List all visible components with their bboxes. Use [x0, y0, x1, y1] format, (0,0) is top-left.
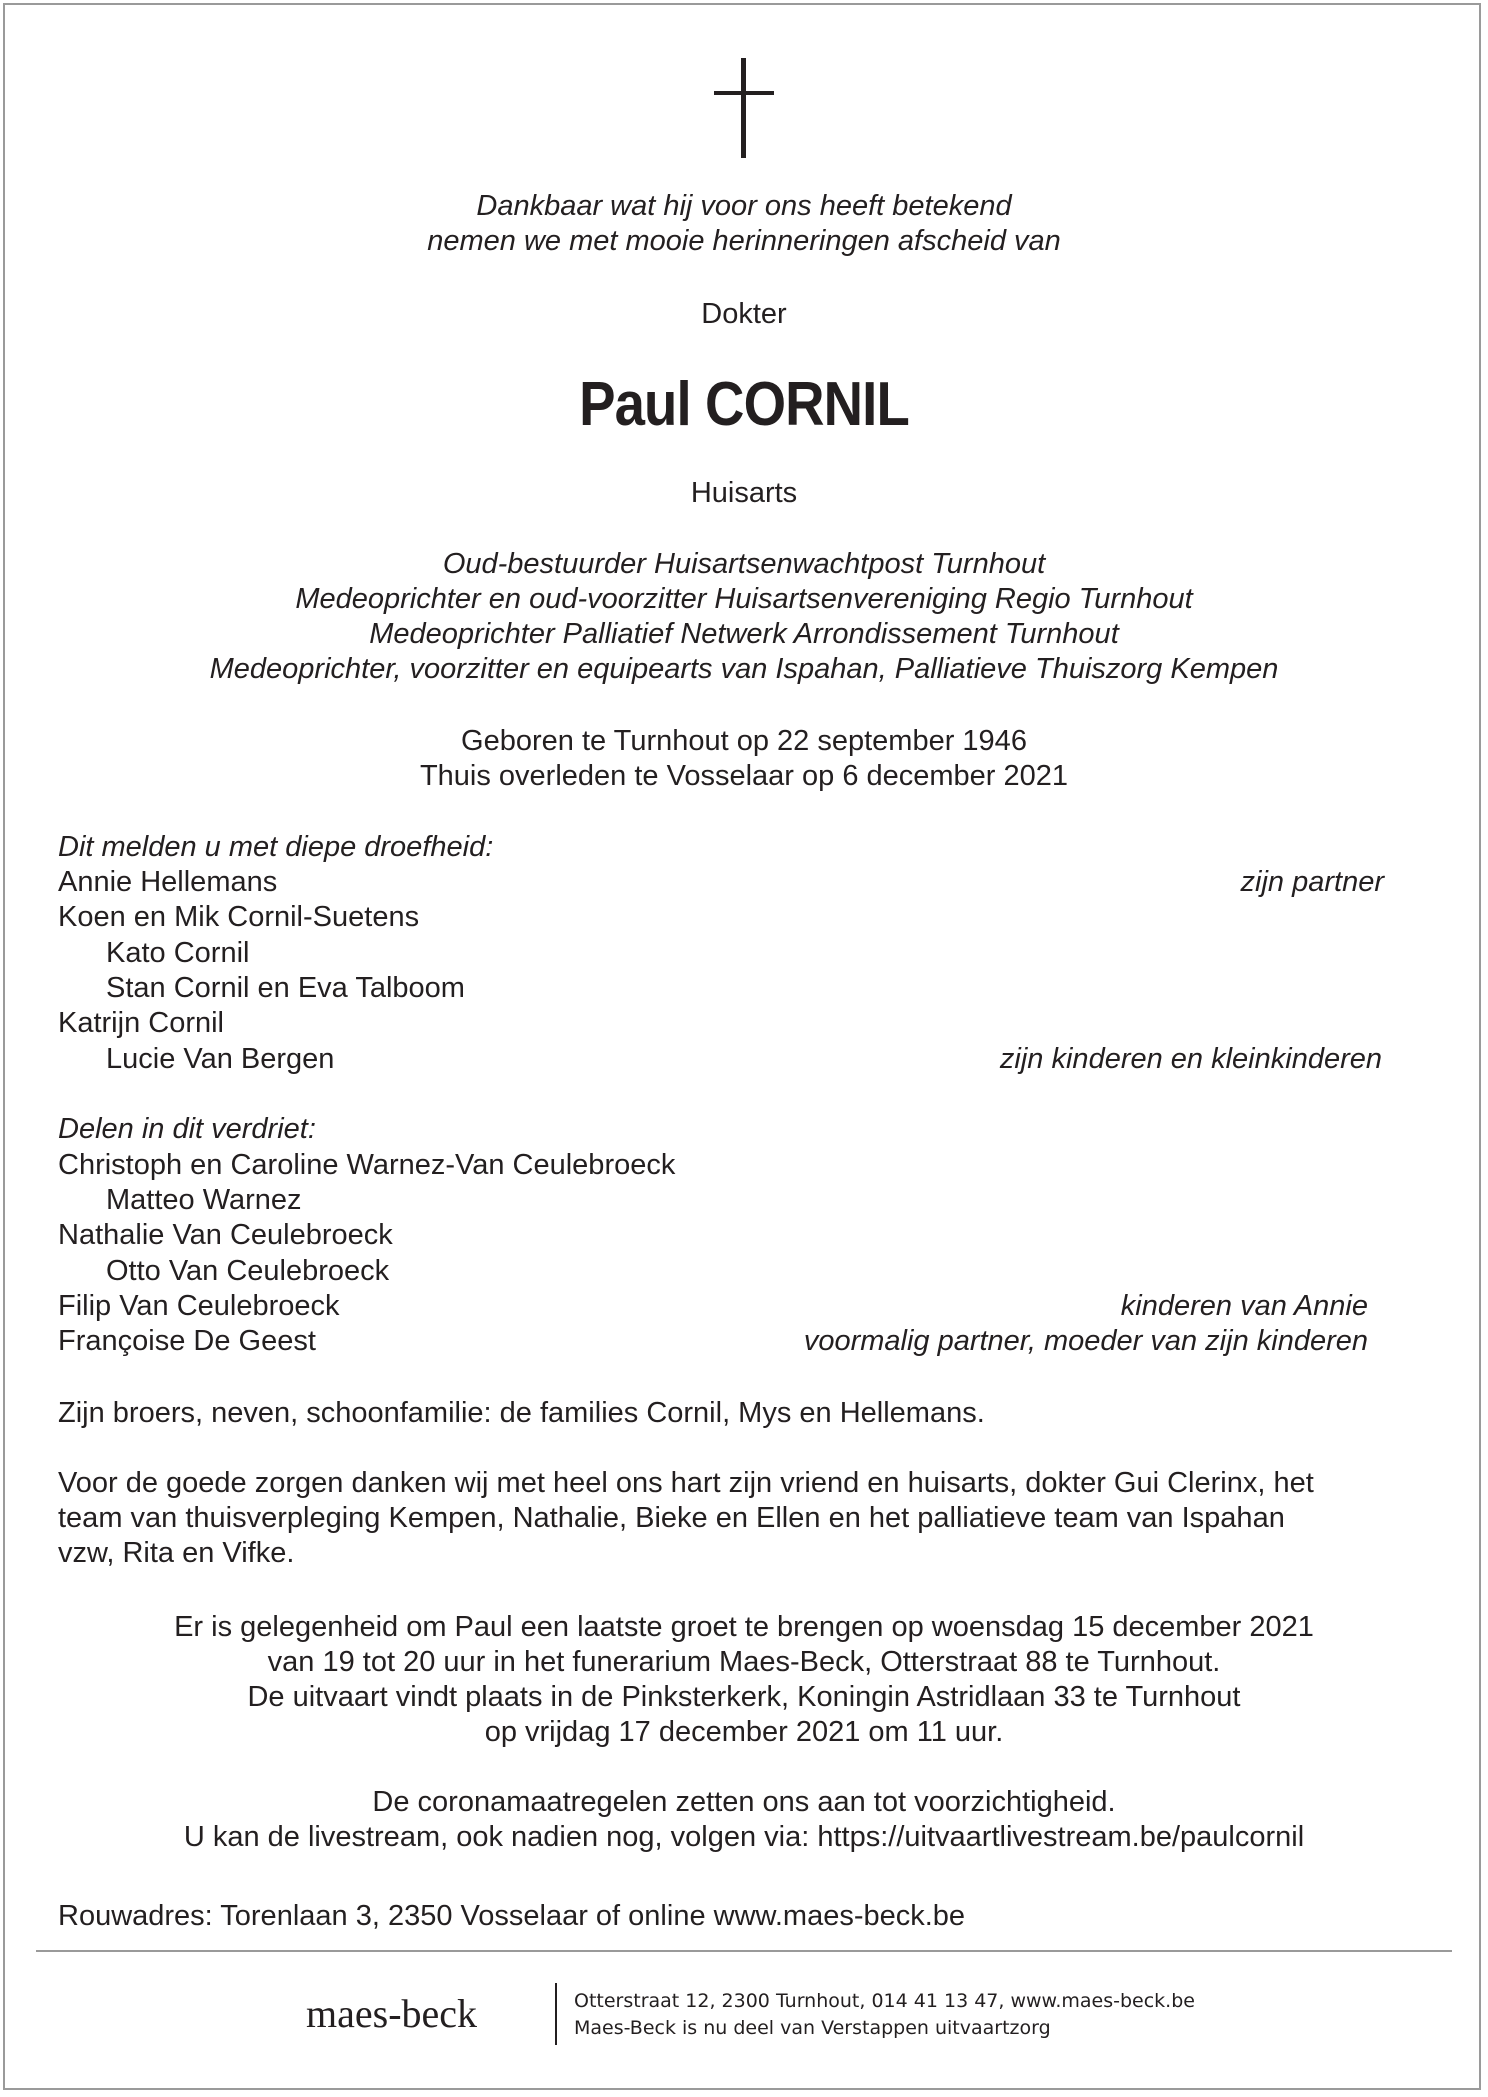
function-line-2: Medeoprichter en oud-voorzitter Huisartsenvereniging Regio Turnhout — [295, 583, 1193, 615]
sharer-row — [58, 1254, 1384, 1289]
sharer-row — [58, 1289, 1368, 1324]
sharer-relation: voormalig partner, moeder van zijn kinderen — [803, 1325, 1368, 1357]
sharer-name: Françoise De Geest — [58, 1325, 316, 1357]
mourner-relation: zijn kinderen en kleinkinderen — [999, 1043, 1382, 1075]
title-prefix: Dokter — [701, 298, 787, 330]
family-line: Zijn broers, neven, schoonfamilie: de families Cornil, Mys en Hellemans. — [58, 1397, 985, 1429]
sharer-name: Matteo Warnez — [106, 1184, 302, 1216]
corona-line-1: De coronamaatregelen zetten ons aan tot voorzichtigheid. — [372, 1786, 1116, 1818]
mourner-relation: zijn partner — [1240, 866, 1384, 898]
mourner-row — [58, 1006, 1384, 1041]
logo-separator — [555, 1983, 557, 2045]
ceremony-line-1: Er is gelegenheid om Paul een laatste groet te brengen op woensdag 15 december 2021 — [174, 1611, 1314, 1643]
mourner-row — [58, 971, 1384, 1006]
mourner-name: Annie Hellemans — [58, 866, 278, 898]
deceased-name: Paul CORNIL — [579, 370, 909, 439]
footer-divider — [36, 1950, 1452, 1952]
mourners-heading: Dit melden u met diepe droefheid: — [58, 831, 494, 863]
intro-line-2: nemen we met mooie herinneringen afscheid van — [427, 225, 1061, 257]
sharer-name: Christoph en Caroline Warnez-Van Ceulebroeck — [58, 1149, 676, 1181]
mourner-name: Stan Cornil en Eva Talboom — [106, 972, 465, 1004]
thanks-line-1: Voor de goede zorgen danken wij met heel ons hart zijn vriend en huisarts, dokter Gui Clerinx, het — [58, 1467, 1314, 1499]
intro-line-1: Dankbaar wat hij voor ons heeft betekend — [476, 190, 1012, 222]
mourner-name: Katrijn Cornil — [58, 1007, 224, 1039]
function-line-4: Medeoprichter, voorzitter en equipearts van Ispahan, Palliatieve Thuiszorg Kempen — [209, 653, 1279, 685]
ceremony-line-2: van 19 tot 20 uur in het funerarium Maes-Beck, Otterstraat 88 te Turnhout. — [267, 1646, 1221, 1678]
mourner-name: Kato Cornil — [106, 937, 250, 969]
mourner-name: Koen en Mik Cornil-Suetens — [58, 901, 420, 933]
sharer-relation: kinderen van Annie — [1120, 1290, 1368, 1322]
mourner-row — [58, 936, 1384, 971]
function-line-3: Medeoprichter Palliatief Netwerk Arrondissement Turnhout — [369, 618, 1119, 650]
thanks-line-2: team van thuisverpleging Kempen, Nathalie, Bieke en Ellen en het palliatieve team van Ispahan — [58, 1502, 1285, 1534]
sharer-row — [58, 1218, 1384, 1253]
function-line-1: Oud-bestuurder Huisartsenwachtpost Turnhout — [442, 548, 1046, 580]
death-line: Thuis overleden te Vosselaar op 6 december 2021 — [419, 760, 1069, 792]
birth-line: Geboren te Turnhout op 22 september 1946 — [461, 725, 1027, 757]
sharer-row — [58, 1183, 1384, 1218]
address-line: Rouwadres: Torenlaan 3, 2350 Vosselaar of online www.maes-beck.be — [58, 1900, 966, 1932]
ceremony-line-4: op vrijdag 17 december 2021 om 11 uur. — [484, 1716, 1004, 1748]
sharer-name: Otto Van Ceulebroeck — [106, 1255, 390, 1287]
corona-line-2: U kan de livestream, ook nadien nog, volgen via: https://uitvaartlivestream.be/paulcornil — [183, 1821, 1305, 1853]
footer-address: Otterstraat 12, 2300 Turnhout, 014 41 13 47, www.maes-beck.be — [574, 1990, 1195, 2012]
sharer-row — [58, 1324, 1368, 1359]
sharer-name: Filip Van Ceulebroeck — [58, 1290, 340, 1322]
mourner-row — [58, 865, 1384, 900]
maes-beck-logo: maes-beck — [306, 1991, 478, 2036]
profession: Huisarts — [690, 477, 798, 509]
sharer-name: Nathalie Van Ceulebroeck — [58, 1219, 393, 1251]
sharers-heading: Delen in dit verdriet: — [58, 1113, 316, 1145]
sharer-row — [58, 1148, 1384, 1183]
mourner-row — [58, 900, 1384, 935]
thanks-line-3: vzw, Rita en Vifke. — [58, 1537, 295, 1569]
ceremony-line-3: De uitvaart vindt plaats in de Pinksterkerk, Koningin Astridlaan 33 te Turnhout — [247, 1681, 1241, 1713]
mourner-row — [58, 1042, 1382, 1077]
footer-note: Maes-Beck is nu deel van Verstappen uitvaartzorg — [574, 2017, 1051, 2039]
mourner-name: Lucie Van Bergen — [106, 1043, 335, 1075]
cross-icon — [714, 58, 774, 158]
